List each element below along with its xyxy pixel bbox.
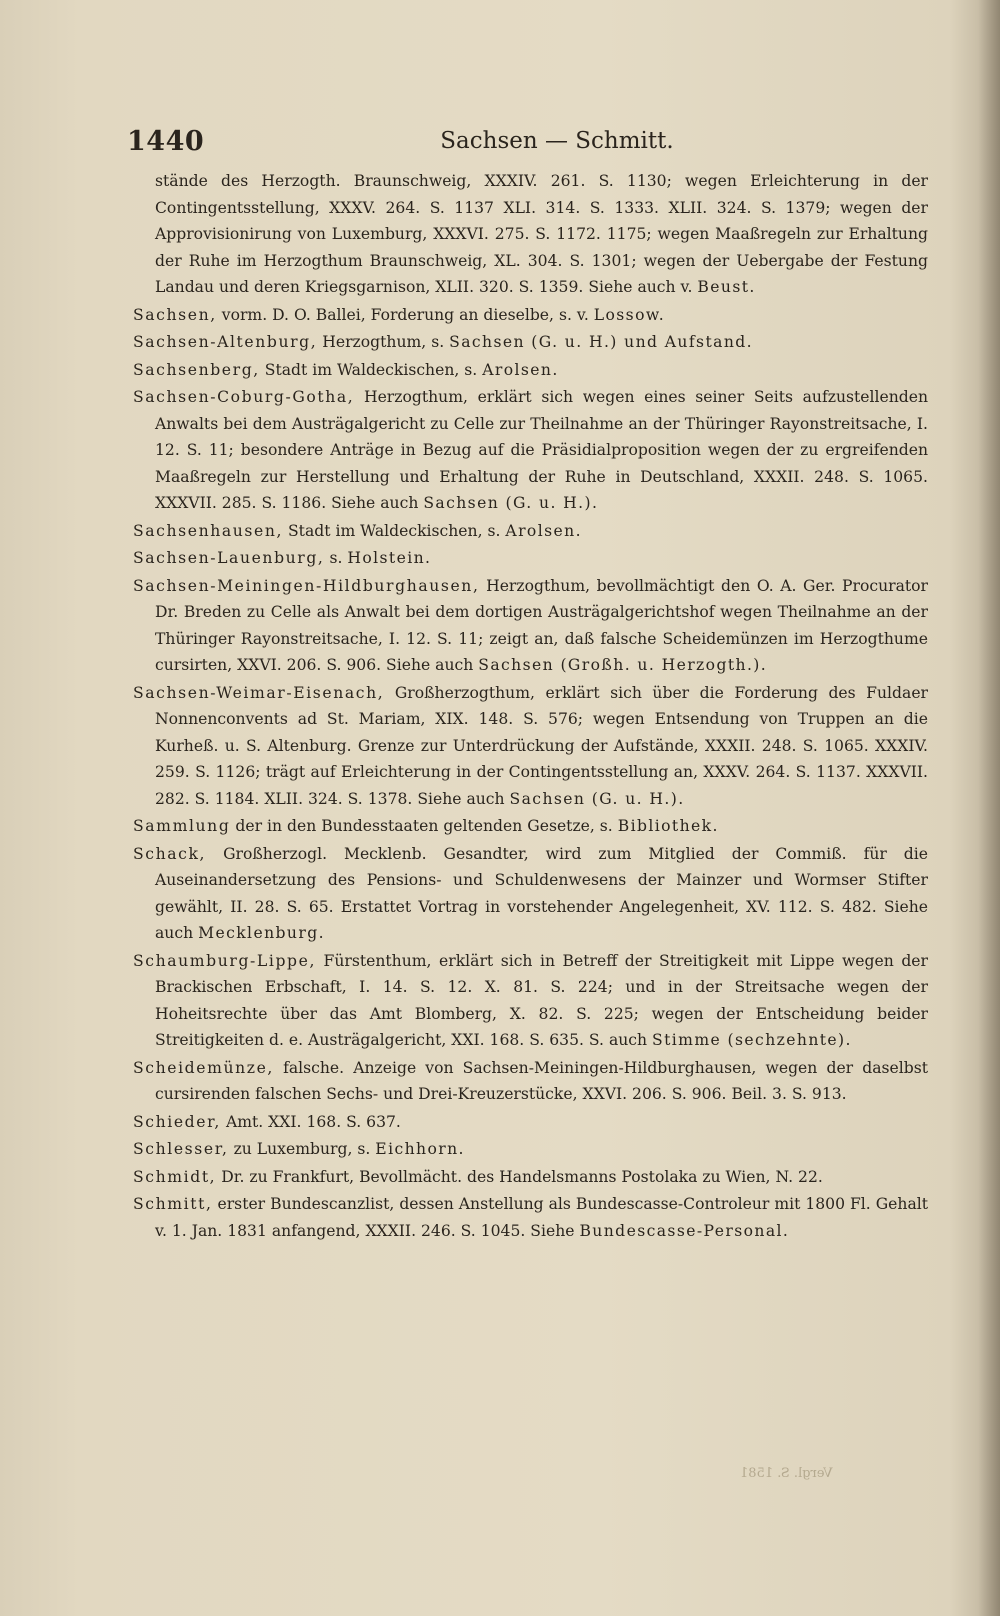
entry-reference: Stimme (sechzehnte). (652, 1031, 852, 1049)
index-entry (133, 168, 928, 301)
entry-keyword: Sammlung (133, 817, 231, 835)
entry-text: Herzogthum, s. (317, 333, 450, 351)
index-entry (133, 545, 928, 572)
index-entry (133, 329, 928, 356)
entry-text: Amt. XXI. 168. S. 637. (220, 1112, 401, 1131)
entry-text: erster Bundescanzlist, dessen Anstellung als Bundescasse-Controleur mit 1800 Fl. Gehalt v. 1. Jan. 1831 anfangend, XXXII. 246. S. 1045. Siehe (155, 1195, 928, 1240)
entry-text: der in den Bundesstaaten geltenden Gesetze, s. (230, 817, 618, 835)
index-entry (133, 302, 928, 329)
entry-text: Fürstenthum, erklärt sich in Betreff der Streitigkeit mit Lippe wegen der Brackischen Erbschaft, I. 14. S. 12. X. 81. S. 224; und in der Streitsache wegen der Hoheitsrechte über das Amt Blomberg, X. 82. S. 225; wegen der Entscheidung beider Streitigkeiten d. e. Austrägalgericht, XXI. 168. S. 635. S. auch (155, 951, 928, 1049)
index-text (133, 168, 928, 1245)
entry-reference: Sachsen (G. u. H.) und Aufstand. (449, 333, 753, 351)
bleed-through-text: Vergl. S. 1581 (740, 1466, 833, 1481)
entry-keyword: Schmidt, (133, 1167, 217, 1186)
entry-reference: Sachsen (G. u. H.). (509, 789, 685, 808)
entry-keyword: Sachsen-Lauenburg, (133, 549, 325, 567)
index-entry (133, 518, 928, 545)
index-entry (133, 680, 928, 813)
entry-keyword: Sachsenberg, (133, 360, 260, 379)
index-entry (133, 357, 928, 384)
entry-reference: Arolsen. (482, 360, 559, 379)
entry-reference: Bibliothek. (617, 817, 719, 835)
entry-reference: Mecklenburg. (198, 924, 325, 942)
index-entry (133, 813, 928, 840)
entry-text: Großherzogl. Mecklenb. Gesandter, wird zum Mitglied der Commiß. für die Auseinandersetzung des Pensions- und Schuldenwesens der Mainzer und Wormser Stifter gewählt, II. 28. S. 65. Erstattet Vortrag in vorstehender Angelegenheit, XV. 112. S. 482. Siehe auch (155, 844, 928, 942)
entry-reference: Sachsen (G. u. H.). (423, 494, 599, 512)
entry-reference: Sachsen (Großh. u. Herzogth.). (478, 656, 768, 674)
entry-text: zu Luxemburg, s. (228, 1140, 376, 1158)
index-entry (133, 1109, 928, 1136)
index-entry (133, 948, 928, 1054)
entry-keyword: Schieder, (133, 1112, 221, 1131)
entry-text: s. (324, 549, 348, 567)
index-entry (133, 841, 928, 947)
entry-text: Stadt im Waldeckischen, s. (259, 360, 483, 379)
index-entry (133, 1136, 928, 1163)
entry-text: Stadt im Waldeckischen, s. (283, 521, 506, 540)
index-entry (133, 1191, 928, 1244)
entry-text: Herzogthum, erklärt sich wegen eines seiner Seits aufzustellenden Anwalts bei dem Austrägalgericht zu Celle zur Theilnahme an der Thüringer Rayonstreitsache, I. 12. S. 11; besondere Anträge in Bezug auf die Präsidialproposition wegen der zu ergreifenden Maaßregeln zur Herstellung und Erhaltung der Ruhe in Deutschland, XXXII. 248. S. 1065. XXXVII. 285. S. 1186. Siehe auch (155, 388, 928, 512)
entry-keyword: Sachsen-Altenburg, (133, 333, 318, 351)
page-number: 1440 (127, 126, 205, 157)
entry-reference: Bundescasse-Personal. (579, 1221, 790, 1240)
running-head: Sachsen — Schmitt. (440, 128, 674, 154)
entry-text: vorm. D. O. Ballei, Forderung an dieselbe, s. v. (216, 305, 594, 324)
entry-text: falsche. Anzeige von Sachsen-Meiningen-Hildburghausen, wegen der daselbst cursirenden falschen Sechs- und Drei-Kreuzerstücke, XXVI. 206. S. 906. Beil. 3. S. 913. (155, 1058, 928, 1103)
entry-reference: Eichhorn. (375, 1140, 465, 1158)
entry-keyword: Sachsen-Coburg-Gotha, (133, 388, 355, 406)
entry-keyword: Sachsen-Meiningen-Hildburghausen, (133, 576, 480, 595)
entry-reference: Holstein. (347, 549, 432, 567)
entry-keyword: Sachsen, (133, 305, 217, 324)
entry-text: Herzogthum, bevollmächtigt den O. A. Ger. Procurator Dr. Breden zu Celle als Anwalt bei dem dortigen Austrägalgerichtshof wegen Theilnahme an der Thüringer Rayonstreitsache, I. 12. S. 11; zeigt an, daß falsche Scheidemünzen im Herzogthume cursirten, XXVI. 206. S. 906. Siehe auch (155, 576, 928, 674)
entry-keyword: Sachsenhausen, (133, 521, 284, 540)
page-header (127, 126, 927, 160)
entry-text: stände des Herzogth. Braunschweig, XXXIV. 261. S. 1130; wegen Erleichterung in der Contingentsstellung, XXXV. 264. S. 1137 XLI. 314. S. 1333. XLII. 324. S. 1379; wegen der Approvisionirung von Luxemburg, XXXVI. 275. S. 1172. 1175; wegen Maaßregeln zur Erhaltung der Ruhe im Herzogthum Braunschweig, XL. 304. S. 1301; wegen der Uebergabe der Festung Landau und deren Kriegsgarnison, XLII. 320. S. 1359. Siehe auch v. (155, 172, 928, 296)
entry-keyword: Schaumburg-Lippe, (133, 951, 317, 970)
entry-text: Dr. zu Frankfurt, Bevollmächt. des Handelsmanns Postolaka zu Wien, N. 22. (216, 1167, 823, 1186)
entry-reference: Lossow. (593, 305, 666, 324)
index-entry (133, 1055, 928, 1108)
index-entry (133, 384, 928, 517)
index-entry (133, 573, 928, 679)
entry-keyword: Scheidemünze, (133, 1058, 274, 1077)
entry-reference: Beust. (697, 278, 756, 296)
index-entry (133, 1164, 928, 1191)
entry-reference: Arolsen. (505, 521, 582, 540)
entry-keyword: Sachsen-Weimar-Eisenach, (133, 683, 385, 702)
entry-text: Großherzogthum, erklärt sich über die Forderung des Fuldaer Nonnenconvents ad St. Mariam, XIX. 148. S. 576; wegen Entsendung von Truppen an die Kurheß. u. S. Altenburg. Grenze zur Unterdrückung der Aufstände, XXXII. 248. S. 1065. XXXIV. 259. S. 1126; trägt auf Erleichterung in der Contingentsstellung an, XXXV. 264. S. 1137. XXXVII. 282. S. 1184. XLII. 324. S. 1378. Siehe auch (155, 683, 928, 808)
entry-keyword: Schlesser, (133, 1140, 229, 1158)
page-spine-shadow (978, 0, 1000, 1616)
entry-keyword: Schmitt, (133, 1195, 213, 1213)
entry-keyword: Schack, (133, 844, 207, 863)
